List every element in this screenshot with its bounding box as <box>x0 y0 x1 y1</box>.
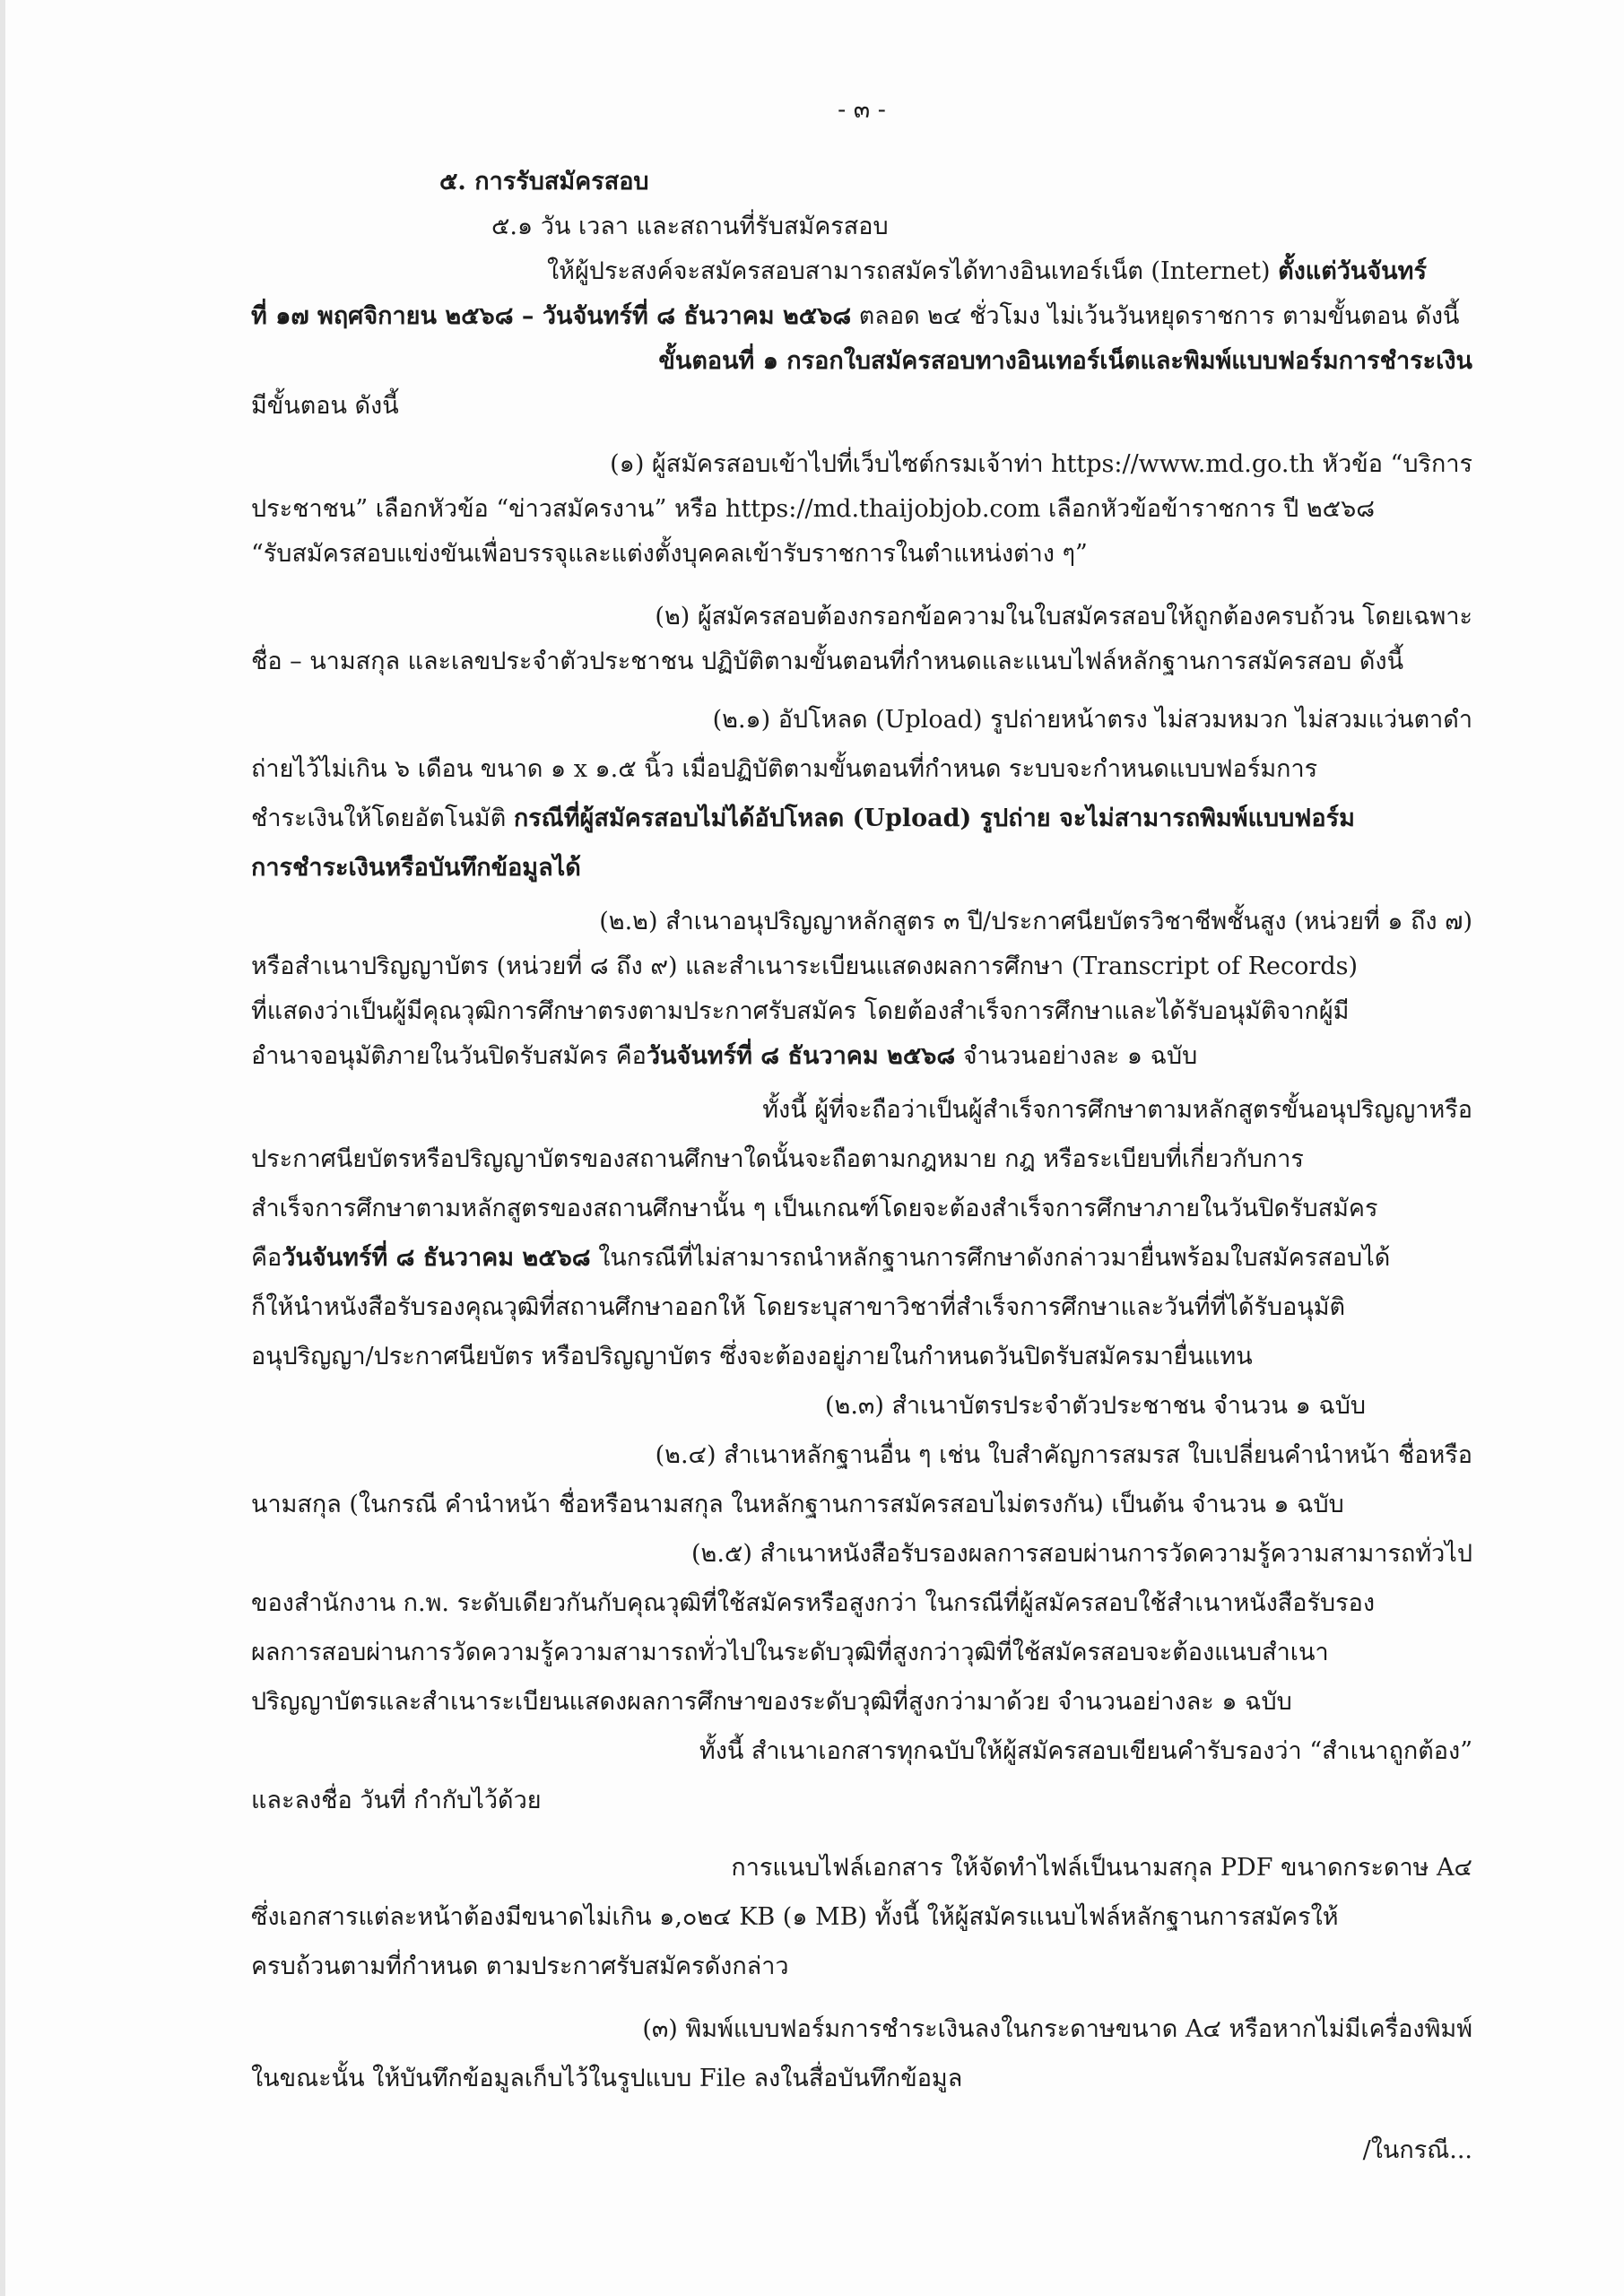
attach-line-1: การแนบไฟล์เอกสาร ให้จัดทำไฟล์เป็นนามสกุล PDF ขนาดกระดาษ A๔ <box>731 1854 1472 1882</box>
item-3-line-2: ในขณะนั้น ให้บันทึกข้อมูลเก็บไว้ในรูปแบบ File ลงในสื่อบันทึกข้อมูล <box>251 2065 963 2092</box>
item-2-2-line-2: หรือสำเนาปริญญาบัตร (หน่วยที่ ๘ ถึง ๙) และสำเนาระเบียนแสดงผลการศึกษา (Transcript of Records) <box>251 952 1358 980</box>
step-1-tail: มีขั้นตอน ดังนี้ <box>251 392 399 420</box>
item-2-1-text: ชำระเงินให้โดยอัตโนมัติ <box>251 804 514 832</box>
intro-line-2 <box>251 296 1472 337</box>
item-2-2-line-4 <box>251 1036 1472 1077</box>
intro-text-2: ตลอด ๒๔ ชั่วโมง ไม่เว้นวันหยุดราชการ ตามขั้นตอน ดังนี้ <box>851 302 1460 330</box>
page-number: - ๓ - <box>838 96 886 124</box>
item-2-2-count: จำนวนอย่างละ ๑ ฉบับ <box>955 1042 1198 1070</box>
scan-edge <box>0 0 5 2296</box>
item-1-line-2: ประชาชน” เลือกหัวข้อ “ข่าวสมัครงาน” หรือ https://md.thaijobjob.com เลือกหัวข้อข้าราชการ ปี ๒๕๖๘ <box>251 495 1376 523</box>
item-2-2-line-3: ที่แสดงว่าเป็นผู้มีคุณวุฒิการศึกษาตรงตามประกาศรับสมัคร โดยต้องสำเร็จการศึกษาและได้รับอนุมัติจากผู้มี <box>251 997 1350 1025</box>
continuation-marker: /ในกรณี... <box>1362 2136 1472 2164</box>
item-2-line-1: (๒) ผู้สมัครสอบต้องกรอกข้อความในใบสมัครสอบให้ถูกต้องครบถ้วน โดยเฉพาะ <box>655 603 1472 631</box>
item-2-1-line-3 <box>251 798 1472 839</box>
attach-line-3: ครบถ้วนตามที่กำหนด ตามประกาศรับสมัครดังกล่าว <box>251 1952 789 1980</box>
note-1-line-3: สำเร็จการศึกษาตามหลักสูตรของสถานศึกษานั้น ๆ เป็นเกณฑ์โดยจะต้องสำเร็จการศึกษาภายในวันปิดรับสมัคร <box>251 1195 1378 1222</box>
item-2-1-line-1: (๒.๑) อัปโหลด (Upload) รูปถ่ายหน้าตรง ไม่สวมหมวก ไม่สวมแว่นตาดำ <box>712 706 1472 734</box>
item-2-4-line-1: (๒.๔) สำเนาหลักฐานอื่น ๆ เช่น ใบสำคัญการสมรส ใบเปลี่ยนคำนำหน้า ชื่อหรือ <box>655 1441 1472 1469</box>
intro-text: ให้ผู้ประสงค์จะสมัครสอบสามารถสมัครได้ทางอินเทอร์เน็ต (Internet) <box>547 257 1279 285</box>
note-1-text-2: ในกรณีที่ไม่สามารถนำหลักฐานการศึกษาดังกล่าวมายื่นพร้อมใบสมัครสอบได้ <box>590 1244 1391 1272</box>
item-2-5-line-2: ของสำนักงาน ก.พ. ระดับเดียวกันกับคุณวุฒิที่ใช้สมัครหรือสูงกว่า ในกรณีที่ผู้สมัครสอบใช้สำเนาหนังสือรับรอง <box>251 1589 1376 1617</box>
attach-line-2: ซึ่งเอกสารแต่ละหน้าต้องมีขนาดไม่เกิน ๑,๐๒๔ KB (๑ MB) ทั้งนี้ ให้ผู้สมัครแนบไฟล์หลักฐานการสมัครให้ <box>251 1903 1339 1931</box>
note-1-text: คือ <box>251 1244 282 1272</box>
note-1-line-1: ทั้งนี้ ผู้ที่จะถือว่าเป็นผู้สำเร็จการศึกษาตามหลักสูตรขั้นอนุปริญญาหรือ <box>762 1096 1472 1124</box>
note-1-deadline: วันจันทร์ที่ ๘ ธันวาคม ๒๕๖๘ <box>282 1244 591 1272</box>
item-2-5-line-1: (๒.๕) สำเนาหนังสือรับรองผลการสอบผ่านการวัดความรู้ความสามารถทั่วไป <box>691 1540 1472 1568</box>
item-2-2-deadline: วันจันทร์ที่ ๘ ธันวาคม ๒๕๖๘ <box>646 1042 956 1070</box>
item-2-line-2: ชื่อ – นามสกุล และเลขประจำตัวประชาชน ปฏิบัติตามขั้นตอนที่กำหนดและแนบไฟล์หลักฐานการสมัครสอบ ดังนี้ <box>251 648 1404 675</box>
item-2-3-line-1: (๒.๓) สำเนาบัตรประจำตัวประชาชน จำนวน ๑ ฉบับ <box>825 1392 1366 1420</box>
intro-date-start: ตั้งแต่วันจันทร์ <box>1278 257 1427 285</box>
note-2-line-1: ทั้งนี้ สำเนาเอกสารทุกฉบับให้ผู้สมัครสอบเขียนคำรับรองว่า “สำเนาถูกต้อง” <box>699 1737 1472 1765</box>
item-2-1-line-4: การชำระเงินหรือบันทึกข้อมูลได้ <box>251 854 581 882</box>
intro-line-1 <box>547 251 1472 292</box>
note-1-line-6: อนุปริญญา/ประกาศนียบัตร หรือปริญญาบัตร ซึ่งจะต้องอยู่ภายในกำหนดวันปิดรับสมัครมายื่นแทน <box>251 1343 1253 1370</box>
note-1-line-5: ก็ให้นำหนังสือรับรองคุณวุฒิที่สถานศึกษาออกให้ โดยระบุสาขาวิชาที่สำเร็จการศึกษาและวันที่ที่ได้รับอนุมัติ <box>251 1293 1346 1321</box>
item-2-2-line-1: (๒.๒) สำเนาอนุปริญญาหลักสูตร ๓ ปี/ประกาศนียบัตรวิชาชีพชั้นสูง (หน่วยที่ ๑ ถึง ๗) <box>599 908 1472 935</box>
item-2-5-line-3: ผลการสอบผ่านการวัดความรู้ความสามารถทั่วไปในระดับวุฒิที่สูงกว่าวุฒิที่ใช้สมัครสอบจะต้องแนบสำเนา <box>251 1639 1329 1666</box>
item-2-1-warning: กรณีที่ผู้สมัครสอบไม่ได้อัปโหลด (Upload) รูปถ่าย จะไม่สามารถพิมพ์แบบฟอร์ม <box>513 804 1355 832</box>
item-3-line-1: (๓) พิมพ์แบบฟอร์มการชำระเงินลงในกระดาษขนาด A๔ หรือหากไม่มีเครื่องพิมพ์ <box>642 2015 1472 2043</box>
note-1-line-2: ประกาศนียบัตรหรือปริญญาบัตรของสถานศึกษาใดนั้นจะถือตามกฎหมาย กฎ หรือระเบียบที่เกี่ยวกับการ <box>251 1145 1304 1173</box>
note-2-line-2: และลงชื่อ วันที่ กำกับไว้ด้วย <box>251 1787 542 1814</box>
intro-date-range: ที่ ๑๗ พฤศจิกายน ๒๕๖๘ – วันจันทร์ที่ ๘ ธันวาคม ๒๕๖๘ <box>251 302 852 330</box>
item-1-line-3: “รับสมัครสอบแข่งขันเพื่อบรรจุและแต่งตั้งบุคคลเข้ารับราชการในตำแหน่งต่าง ๆ” <box>251 540 1088 568</box>
section-heading: ๕. การรับสมัครสอบ <box>439 168 649 196</box>
item-2-2-text: อำนาจอนุมัติภายในวันปิดรับสมัคร คือ <box>251 1042 647 1070</box>
item-2-5-line-4: ปริญญาบัตรและสำเนาระเบียนแสดงผลการศึกษาของระดับวุฒิที่สูงกว่ามาด้วย จำนวนอย่างละ ๑ ฉบับ <box>251 1688 1292 1716</box>
item-1-line-1: (๑) ผู้สมัครสอบเข้าไปที่เว็บไซต์กรมเจ้าท่า https://www.md.go.th หัวข้อ “บริการ <box>610 450 1472 478</box>
item-2-4-line-2: นามสกุล (ในกรณี คำนำหน้า ชื่อหรือนามสกุล ในหลักฐานการสมัครสอบไม่ตรงกัน) เป็นต้น จำนวน ๑ ฉบับ <box>251 1491 1344 1518</box>
section-subheading: ๕.๑ วัน เวลา และสถานที่รับสมัครสอบ <box>491 213 889 240</box>
item-2-1-line-2: ถ่ายไว้ไม่เกิน ๖ เดือน ขนาด ๑ x ๑.๕ นิ้ว เมื่อปฏิบัติตามขั้นตอนที่กำหนด ระบบจะกำหนดแบบฟอร์มการ <box>251 755 1318 783</box>
step-1-heading: ขั้นตอนที่ ๑ กรอกใบสมัครสอบทางอินเทอร์เน็ตและพิมพ์แบบฟอร์มการชำระเงิน <box>658 347 1472 375</box>
note-1-line-4 <box>251 1238 1472 1279</box>
